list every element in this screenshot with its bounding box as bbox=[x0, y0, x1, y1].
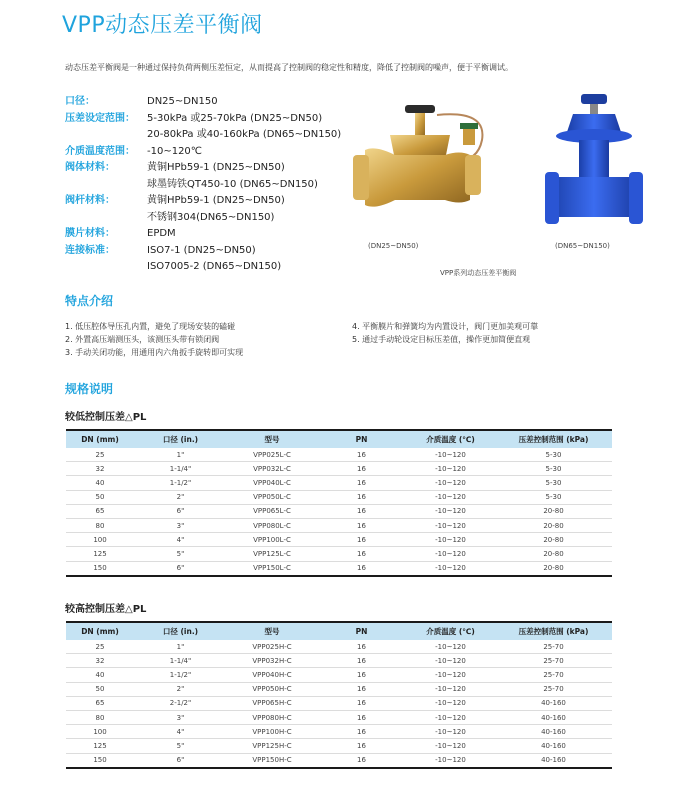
table-cell: 50 bbox=[66, 682, 134, 696]
caption-series: VPP系列动态压差平衡阀 bbox=[440, 269, 517, 277]
spec-value: 球墨铸铁QT450-10 (DN65~DN150) bbox=[147, 178, 318, 190]
table-cell: 40-160 bbox=[495, 710, 612, 724]
table-cell: 16 bbox=[317, 504, 406, 518]
table-row bbox=[66, 753, 612, 768]
table-cell: VPP150H-C bbox=[227, 753, 317, 768]
table-cell: VPP040H-C bbox=[227, 668, 317, 682]
table-row bbox=[66, 710, 612, 724]
table-cell: 20-80 bbox=[495, 518, 612, 532]
table-cell: 1-1/2" bbox=[134, 668, 227, 682]
table-cell: -10~120 bbox=[406, 654, 495, 668]
table-cell: 20-80 bbox=[495, 561, 612, 576]
table-row bbox=[66, 682, 612, 696]
spec-label: 阀体材料： bbox=[65, 162, 115, 173]
table-cell: 25-70 bbox=[495, 640, 612, 654]
spec-value: EPDM bbox=[147, 228, 176, 239]
table-cell: 16 bbox=[317, 533, 406, 547]
spec-heading: 规格说明 bbox=[65, 382, 114, 396]
table-low-header bbox=[66, 430, 612, 448]
table-cell: 5-30 bbox=[495, 490, 612, 504]
table-cell: 1-1/2" bbox=[134, 476, 227, 490]
table-cell: 16 bbox=[317, 518, 406, 532]
table-cell: 16 bbox=[317, 753, 406, 768]
table-row bbox=[66, 518, 612, 532]
table-cell: VPP050H-C bbox=[227, 682, 317, 696]
intro-text: 动态压差平衡阀是一种通过保持负荷两侧压差恒定，从而提高了控制阀的稳定性和精度，降低了控制阀的噪声，便于平衡调试。 bbox=[65, 63, 513, 72]
table-cell: 50 bbox=[66, 490, 134, 504]
table-cell: -10~120 bbox=[406, 753, 495, 768]
table-cell: 16 bbox=[317, 640, 406, 654]
table-row bbox=[66, 547, 612, 561]
table-cell: VPP025L-C bbox=[227, 448, 317, 462]
table-cell: 65 bbox=[66, 504, 134, 518]
column-header: 压差控制范围 (kPa) bbox=[495, 622, 612, 640]
table-cell: 3" bbox=[134, 710, 227, 724]
spec-list bbox=[65, 94, 341, 276]
table-cell: VPP125H-C bbox=[227, 739, 317, 753]
table-cell: 1-1/4" bbox=[134, 462, 227, 476]
spec-value: 不锈钢304(DN65~DN150) bbox=[147, 211, 275, 223]
table-row bbox=[66, 668, 612, 682]
table-cell: -10~120 bbox=[406, 668, 495, 682]
table-cell: 20-80 bbox=[495, 547, 612, 561]
feature-item: 1. 低压腔体导压孔内置，避免了现场安装的磕碰 bbox=[65, 322, 236, 331]
table-cell: 20-80 bbox=[495, 533, 612, 547]
table-cell: 16 bbox=[317, 682, 406, 696]
table-cell: -10~120 bbox=[406, 448, 495, 462]
table-cell: 16 bbox=[317, 696, 406, 710]
column-header: DN (mm) bbox=[66, 622, 134, 640]
table-cell: 40-160 bbox=[495, 696, 612, 710]
table-cell: -10~120 bbox=[406, 710, 495, 724]
table-cell: 25-70 bbox=[495, 654, 612, 668]
features-left bbox=[65, 320, 243, 359]
table-cell: -10~120 bbox=[406, 739, 495, 753]
table-row bbox=[66, 476, 612, 490]
table-cell: 32 bbox=[66, 654, 134, 668]
feature-item: 2. 外置高压端测压头，该测压头带有锁闭阀 bbox=[65, 335, 220, 344]
spec-value: ISO7-1 (DN25~DN50) bbox=[147, 244, 256, 256]
table-cell: 5-30 bbox=[495, 462, 612, 476]
column-header: PN bbox=[317, 430, 406, 448]
spec-value: 5-30kPa 或25-70kPa (DN25~DN50) bbox=[147, 112, 323, 124]
column-header: 介质温度 (℃) bbox=[406, 430, 495, 448]
spec-value: ISO7005-2 (DN65~DN150) bbox=[147, 261, 282, 272]
spec-value: 黄铜HPb59-1 (DN25~DN50) bbox=[147, 162, 285, 173]
table-cell: -10~120 bbox=[406, 533, 495, 547]
table-cell: VPP032H-C bbox=[227, 654, 317, 668]
spec-value: 20-80kPa 或40-160kPa (DN65~DN150) bbox=[147, 129, 342, 140]
table-cell: 2" bbox=[134, 682, 227, 696]
table-cell: VPP025H-C bbox=[227, 640, 317, 654]
table-cell: VPP040L-C bbox=[227, 476, 317, 490]
table-row bbox=[66, 533, 612, 547]
table-cell: 2" bbox=[134, 490, 227, 504]
table-row bbox=[66, 654, 612, 668]
table-cell: 40 bbox=[66, 668, 134, 682]
table-cell: 100 bbox=[66, 533, 134, 547]
table-cell: VPP032L-C bbox=[227, 462, 317, 476]
table-cell: 16 bbox=[317, 448, 406, 462]
table-cell: 40-160 bbox=[495, 739, 612, 753]
table-row bbox=[66, 490, 612, 504]
table-cell: 1" bbox=[134, 448, 227, 462]
feature-item: 4. 平衡膜片和弹簧均为内置设计，阀门更加美观可靠 bbox=[352, 322, 539, 331]
features-heading: 特点介绍 bbox=[65, 294, 114, 308]
table-cell: 16 bbox=[317, 476, 406, 490]
table-row bbox=[66, 725, 612, 739]
spec-label bbox=[65, 177, 147, 194]
caption-small-valve: (DN25~DN50) bbox=[368, 242, 419, 250]
caption-large-valve: (DN65~DN150) bbox=[555, 242, 610, 250]
table-cell: VPP050L-C bbox=[227, 490, 317, 504]
table-cell: -10~120 bbox=[406, 561, 495, 576]
column-header: 介质温度 (℃) bbox=[406, 622, 495, 640]
table-cell: -10~120 bbox=[406, 476, 495, 490]
spec-value: 黄铜HPb59-1 (DN25~DN50) bbox=[147, 195, 285, 206]
table-cell: 6" bbox=[134, 561, 227, 576]
table-cell: 125 bbox=[66, 739, 134, 753]
spec-row bbox=[65, 111, 341, 128]
spec-row bbox=[65, 193, 341, 210]
table-low-title: 较低控制压差△PL bbox=[65, 412, 147, 423]
table-row bbox=[66, 561, 612, 576]
table-cell: -10~120 bbox=[406, 490, 495, 504]
table-high bbox=[66, 621, 612, 769]
table-cell: 25-70 bbox=[495, 682, 612, 696]
table-cell: VPP100L-C bbox=[227, 533, 317, 547]
table-cell: 25-70 bbox=[495, 668, 612, 682]
blue-valve-image bbox=[545, 92, 643, 232]
table-row bbox=[66, 448, 612, 462]
table-cell: 1" bbox=[134, 640, 227, 654]
table-cell: 80 bbox=[66, 710, 134, 724]
table-cell: 80 bbox=[66, 518, 134, 532]
table-cell: 4" bbox=[134, 725, 227, 739]
table-cell: 5-30 bbox=[495, 448, 612, 462]
table-cell: 5" bbox=[134, 547, 227, 561]
spec-row bbox=[65, 259, 341, 276]
spec-row bbox=[65, 226, 341, 243]
table-cell: VPP065L-C bbox=[227, 504, 317, 518]
spec-label bbox=[65, 210, 147, 227]
table-cell: VPP080L-C bbox=[227, 518, 317, 532]
table-cell: 40 bbox=[66, 476, 134, 490]
table-cell: -10~120 bbox=[406, 547, 495, 561]
table-cell: VPP080H-C bbox=[227, 710, 317, 724]
table-cell: VPP100H-C bbox=[227, 725, 317, 739]
spec-row bbox=[65, 177, 341, 194]
table-row bbox=[66, 739, 612, 753]
table-cell: 150 bbox=[66, 561, 134, 576]
table-cell: 6" bbox=[134, 753, 227, 768]
table-cell: 5" bbox=[134, 739, 227, 753]
spec-row bbox=[65, 127, 341, 144]
table-cell: 16 bbox=[317, 654, 406, 668]
table-cell: -10~120 bbox=[406, 640, 495, 654]
column-header: 压差控制范围 (kPa) bbox=[495, 430, 612, 448]
table-cell: 100 bbox=[66, 725, 134, 739]
table-cell: 2-1/2" bbox=[134, 696, 227, 710]
table-cell: 150 bbox=[66, 753, 134, 768]
table-cell: -10~120 bbox=[406, 682, 495, 696]
table-cell: VPP125L-C bbox=[227, 547, 317, 561]
table-cell: 20-80 bbox=[495, 504, 612, 518]
column-header: 型号 bbox=[227, 622, 317, 640]
table-cell: 5-30 bbox=[495, 476, 612, 490]
spec-value: DN25~DN150 bbox=[147, 96, 218, 107]
column-header: 口径 (in.) bbox=[134, 622, 227, 640]
table-cell: -10~120 bbox=[406, 462, 495, 476]
spec-value: -10~120℃ bbox=[147, 145, 203, 157]
feature-item: 3. 手动关闭功能，用通用内六角扳手旋转即可实现 bbox=[65, 348, 244, 357]
table-row bbox=[66, 696, 612, 710]
spec-label bbox=[65, 127, 147, 144]
spec-label: 连接标准： bbox=[65, 244, 115, 256]
table-cell: 16 bbox=[317, 710, 406, 724]
spec-row bbox=[65, 243, 341, 260]
table-cell: 6" bbox=[134, 504, 227, 518]
brass-valve-image bbox=[345, 95, 495, 230]
table-cell: -10~120 bbox=[406, 696, 495, 710]
spec-row bbox=[65, 144, 341, 161]
table-cell: 16 bbox=[317, 561, 406, 576]
table-cell: 16 bbox=[317, 490, 406, 504]
feature-item: 5. 通过手动轮设定目标压差值，操作更加简便直观 bbox=[352, 335, 531, 344]
table-cell: 16 bbox=[317, 462, 406, 476]
column-header: 口径 (in.) bbox=[134, 430, 227, 448]
table-cell: 65 bbox=[66, 696, 134, 710]
table-cell: 1-1/4" bbox=[134, 654, 227, 668]
column-header: 型号 bbox=[227, 430, 317, 448]
table-row bbox=[66, 504, 612, 518]
spec-label bbox=[65, 259, 147, 276]
column-header: PN bbox=[317, 622, 406, 640]
table-cell: 16 bbox=[317, 547, 406, 561]
column-header: DN (mm) bbox=[66, 430, 134, 448]
table-cell: 25 bbox=[66, 640, 134, 654]
table-cell: -10~120 bbox=[406, 518, 495, 532]
spec-label: 膜片材料： bbox=[65, 228, 115, 239]
table-cell: 25 bbox=[66, 448, 134, 462]
table-cell: 16 bbox=[317, 668, 406, 682]
table-low bbox=[66, 429, 612, 577]
spec-row bbox=[65, 160, 341, 177]
spec-label: 介质温度范围： bbox=[65, 145, 135, 157]
table-cell: 16 bbox=[317, 739, 406, 753]
table-cell: 4" bbox=[134, 533, 227, 547]
spec-label: 口径： bbox=[65, 96, 95, 107]
table-row bbox=[66, 640, 612, 654]
table-row bbox=[66, 462, 612, 476]
spec-label: 压差设定范围： bbox=[65, 112, 135, 124]
table-cell: 3" bbox=[134, 518, 227, 532]
table-high-header bbox=[66, 622, 612, 640]
table-cell: 16 bbox=[317, 725, 406, 739]
table-cell: -10~120 bbox=[406, 725, 495, 739]
features-right bbox=[352, 320, 538, 346]
page-title: VPP动态压差平衡阀 bbox=[62, 13, 263, 38]
table-high-title: 较高控制压差△PL bbox=[65, 604, 147, 615]
table-cell: 40-160 bbox=[495, 725, 612, 739]
table-cell: VPP150L-C bbox=[227, 561, 317, 576]
table-cell: -10~120 bbox=[406, 504, 495, 518]
spec-row bbox=[65, 94, 341, 111]
table-cell: VPP065H-C bbox=[227, 696, 317, 710]
table-cell: 40-160 bbox=[495, 753, 612, 768]
spec-label: 阀杆材料： bbox=[65, 195, 115, 206]
spec-row bbox=[65, 210, 341, 227]
table-cell: 32 bbox=[66, 462, 134, 476]
table-cell: 125 bbox=[66, 547, 134, 561]
